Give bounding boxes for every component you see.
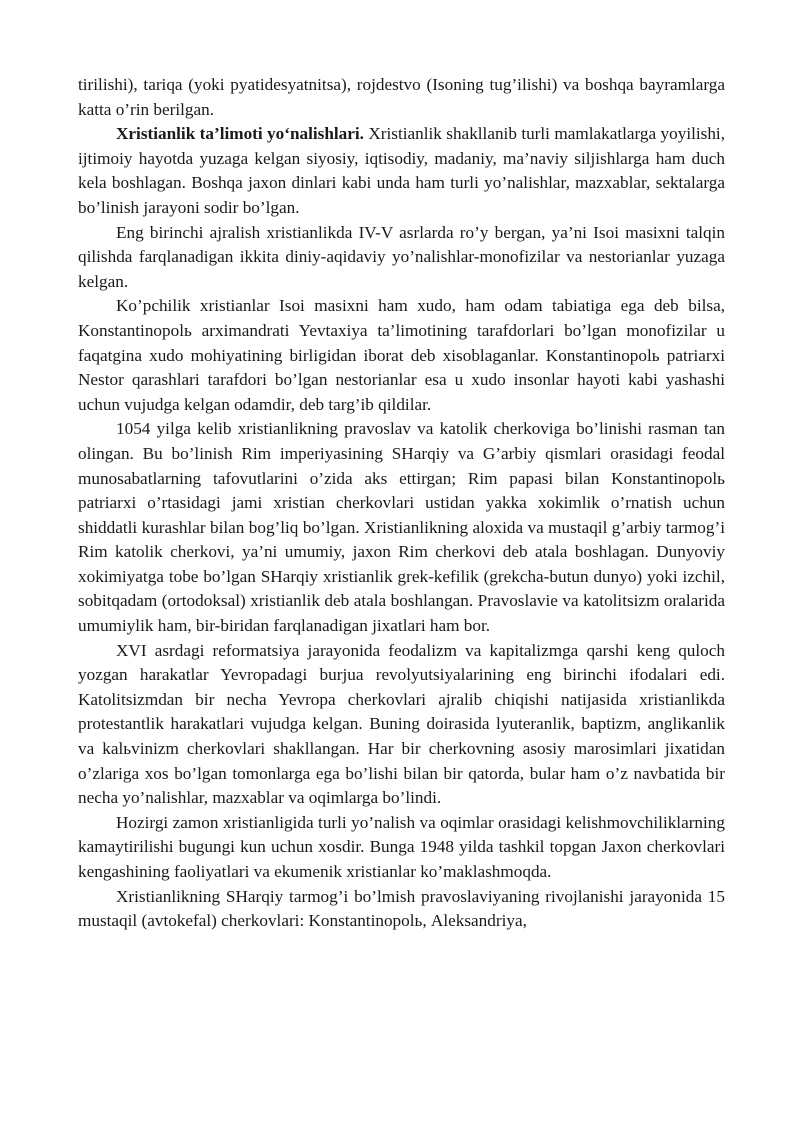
paragraph: 1054 yilga kelib xristianlikning pravoslav va katolik cherkoviga bo’linishi rasman tan olingan. Bu bo’linish Rim imperiyasining SHarqiy va G’arbiy qismlari orasidagi feodal munosabatlarning tafovutlarini o’zida aks ettirgan; Rim papasi bilan Konstantinopolь patriarxi o’rtasidagi jami xristian cherkovlari ustidan yakka xokimlik o’rnatish uchun shiddatli kurashlar bilan bog’liq bo’lgan. Xristianlikning aloxida va mustaqil g’arbiy tarmog’i Rim katolik cherkovi, ya’ni umumiy, jaxon Rim cherkovi deb atala boshlagan. Dunyoviy xokimiyatga tobe bo’lgan SHarqiy xristianlik grek-kefilik (grekcha-butun dunyo) yoki izchil, sobitqadam (ortodoksal) xristianlik deb atala boshlangan. Pravoslavie va katolitsizm oralarida umumiylik ham, bir-biridan farqlanadigan jixatlari ham bor. [78, 419, 725, 636]
paragraph: Hozirgi zamon xristianligida turli yo’nalish va oqimlar orasidagi kelishmovchiliklarning kamaytirilishi bugungi kun uchun xosdir. Bunga 1948 yilda tashkil topgan Jaxon cherkovlari kengashining faoliyatlari va ekumenik xristianlar ko’maklashmoqda. [78, 812, 725, 881]
document-page [78, 73, 725, 934]
paragraph: XVI asrdagi reformatsiya jarayonida feodalizm va kapitalizmga qarshi keng quloch yozgan harakatlar Yevropadagi burjua revolyutsiyalarining eng birinchi ifodalari edi. Katolitsizmdan bir necha Yevropa cherkovlari ajralib chiqishi natijasida xristianlikda protestantlik harakatlari vujudga kelgan. Buning doirasida lyuteranlik, baptizm, anglikanlik va kalьvinizm cherkovlari shakllangan. Har bir cherkovning asosiy marosimlari jixatidan o’zlariga xos bo’lgan tomonlarga ega bo’lishi bilan bir qatorda, bular ham o’z navbatida bir necha yo’nalishlar, mazxablar va oqimlarga bo’lindi. [78, 640, 725, 808]
paragraph: Eng birinchi ajralish xristianlikda IV-V asrlarda ro’y bergan, ya’ni Isoi masixni talqin qilishda farqlanadigan ikkita diniy-aqidaviy yo’nalishlar-monofizilar va nestorianlar yuzaga kelgan. [78, 222, 725, 291]
paragraph: Ko’pchilik xristianlar Isoi masixni ham xudo, ham odam tabiatiga ega deb bilsa, Konstantinopolь arximandrati Yevtaxiya ta’limotining tarafdorlari bo’lgan monofizilar u faqatgina xudo mohiyatining birligidan iborat deb xisoblaganlar. Konstantinopolь patriarxi Nestor qarashlari tarafdori bo’lgan nestorianlar esa u xudo insonlar hayoti kabi yashashi uchun vujudga kelgan odamdir, deb targ’ib qildilar. [78, 296, 725, 414]
section-paragraph [78, 122, 725, 220]
paragraph-text: Xristianlik shakllanib turli mamlakatlarga yoyilishi, ijtimoiy hayotda yuzaga kelgan siyosiy, iqtisodiy, madaniy, ma’naviy siljishlarga ham duch kela boshlagan. Boshqa jaxon dinlari kabi unda ham turli yo’nalishlar, mazxablar, sektalarga bo’linish jarayoni sodir bo’lgan. [78, 124, 726, 217]
section-heading: Xristianlik ta’limoti yo‘nalishlari. [116, 124, 364, 144]
paragraph: tirilishi), tariqa (yoki pyatidesyatnitsa), rojdestvo (Isoning tug’ilishi) va boshqa bayramlarga katta o’rin berilgan. [78, 75, 725, 119]
paragraph: Xristianlikning SHarqiy tarmog’i bo’lmish pravoslaviyaning rivojlanishi jarayonida 15 mustaqil (avtokefal) cherkovlari: Konstantinopolь, Aleksandriya, [78, 886, 725, 931]
